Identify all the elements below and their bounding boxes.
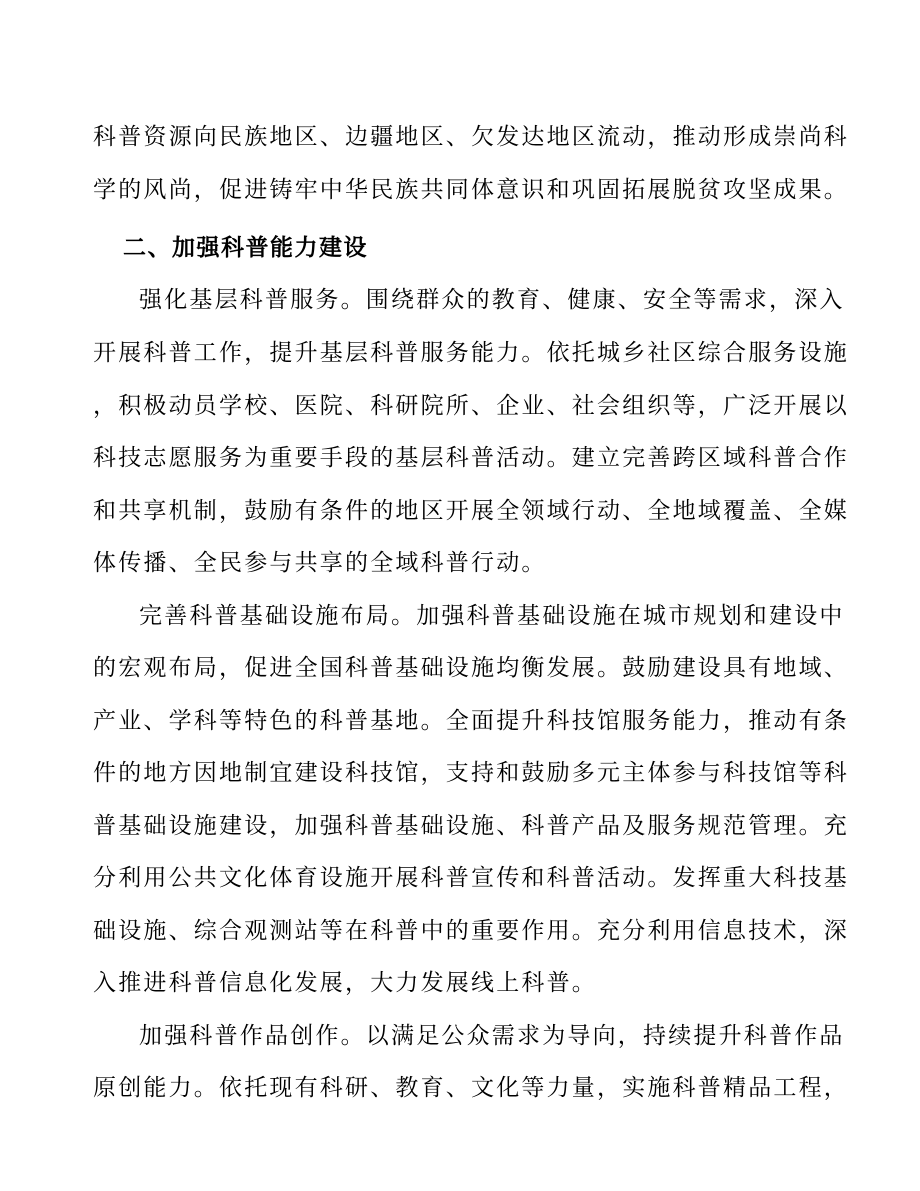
paragraph-line: 入推进科普信息化发展，大力发展线上科普。 — [93, 970, 597, 996]
paragraph-line: 原创能力。依托现有科研、教育、文化等力量，实施科普精品工程， — [93, 1075, 849, 1101]
paragraph-line: 体传播、全民参与共享的全域科普行动。 — [93, 550, 547, 576]
paragraph-line: 分利用公共文化体育设施开展科普宣传和科普活动。发挥重大科技基 — [93, 865, 849, 891]
paragraph-line: 强化基层科普服务。围绕群众的教育、健康、安全等需求，深入 — [139, 287, 845, 313]
paragraph-line: 科普资源向民族地区、边疆地区、欠发达地区流动，推动形成崇尚科 — [93, 124, 849, 150]
paragraph-line: 完善科普基础设施布局。加强科普基础设施在城市规划和建设中 — [139, 603, 845, 629]
paragraph-line: 加强科普作品创作。以满足公众需求为导向，持续提升科普作品 — [139, 1023, 845, 1049]
paragraph-line: ，积极动员学校、医院、科研院所、企业、社会组织等，广泛开展以 — [93, 393, 849, 419]
paragraph-line: 科技志愿服务为重要手段的基层科普活动。建立完善跨区域科普合作 — [93, 445, 849, 471]
paragraph-line: 的宏观布局，促进全国科普基础设施均衡发展。鼓励建设具有地域、 — [93, 655, 849, 681]
paragraph-line: 产业、学科等特色的科普基地。全面提升科技馆服务能力，推动有条 — [93, 708, 849, 734]
section-heading: 二、加强科普能力建设 — [123, 234, 368, 261]
paragraph-line: 和共享机制，鼓励有条件的地区开展全领域行动、全地域覆盖、全媒 — [93, 498, 849, 524]
paragraph-line: 学的风尚，促进铸牢中华民族共同体意识和巩固拓展脱贫攻坚成果。 — [93, 177, 849, 203]
paragraph-line: 普基础设施建设，加强科普基础设施、科普产品及服务规范管理。充 — [93, 813, 849, 839]
paragraph-line: 件的地方因地制宜建设科技馆，支持和鼓励多元主体参与科技馆等科 — [93, 760, 849, 786]
paragraph-line: 础设施、综合观测站等在科普中的重要作用。充分利用信息技术，深 — [93, 918, 849, 944]
paragraph-line: 开展科普工作，提升基层科普服务能力。依托城乡社区综合服务设施 — [93, 340, 849, 366]
